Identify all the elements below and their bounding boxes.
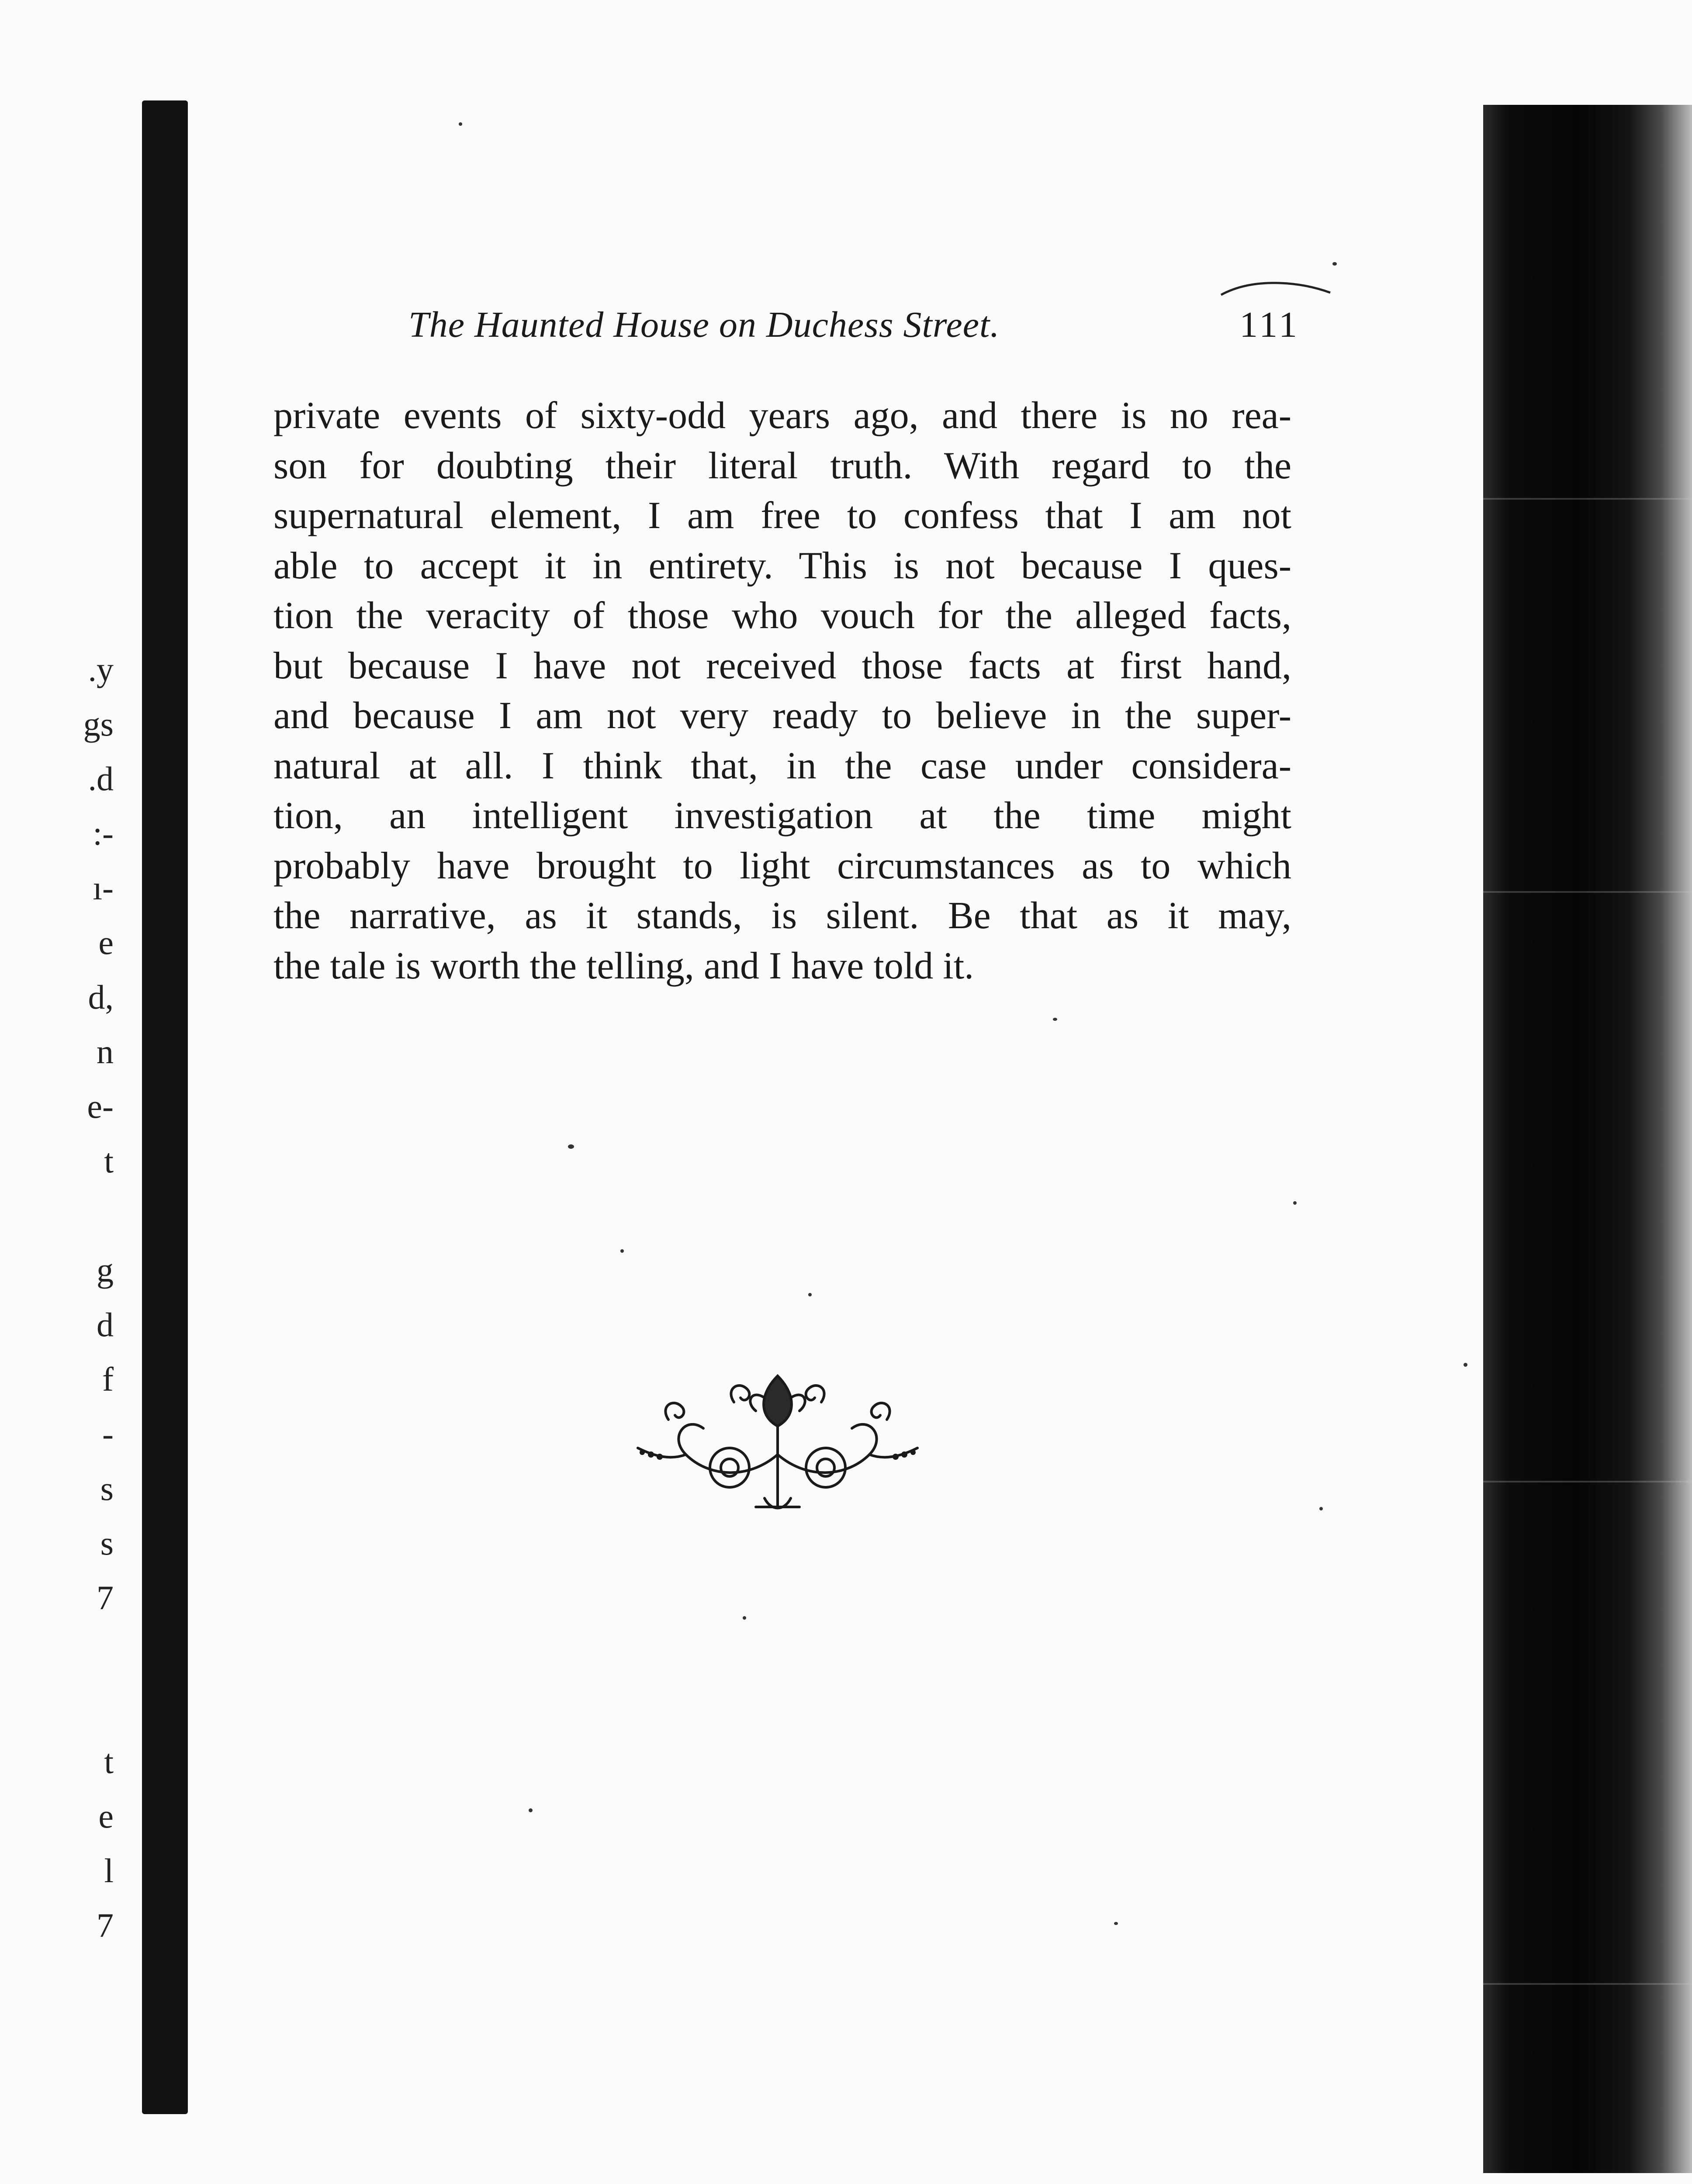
scan-speck (1332, 262, 1337, 266)
scan-speck (1293, 1201, 1297, 1205)
facing-page-char: t (104, 1142, 114, 1180)
facing-page-char: s (100, 1524, 114, 1562)
scan-speck (568, 1144, 574, 1149)
facing-page-char: d, (88, 978, 114, 1016)
text-line: supernatural element, I am free to confess that I am not (273, 494, 1291, 537)
facing-page-char: ı- (93, 869, 114, 907)
page-number: 111 (1239, 304, 1300, 345)
text-line: but because I have not received those facts at first hand, (273, 644, 1291, 687)
facing-page-char: 7 (97, 1906, 114, 1944)
facing-page-char: - (102, 1415, 114, 1453)
facing-page-char: .d (88, 760, 114, 798)
page-edge-shadow (1483, 105, 1692, 2173)
text-line: private events of sixty-odd years ago, and there is no rea- (273, 394, 1291, 437)
facing-page-char (26, 1625, 114, 1679)
facing-page-char: l (104, 1852, 114, 1890)
facing-page-char: e (98, 1797, 114, 1835)
facing-page-char: d (97, 1306, 114, 1344)
text-line: probably have brought to light circumstances as to which (273, 844, 1291, 887)
text-line: the tale is worth the telling, and I have told it. (273, 944, 974, 987)
running-title: The Haunted House on Duchess Street. (408, 304, 1000, 345)
facing-page-char: e- (87, 1087, 114, 1125)
scan-speck (1464, 1363, 1467, 1367)
scan-speck (1319, 1507, 1323, 1510)
scan-speck (808, 1293, 812, 1296)
facing-page-margin-text (26, 642, 114, 1952)
facing-page-char: t (104, 1742, 114, 1780)
binding-shadow (142, 100, 188, 2114)
text-line: son for doubting their literal truth. With regard to the (273, 444, 1291, 487)
text-line: able to accept it in entirety. This is not because I ques- (273, 544, 1291, 587)
facing-page-char: gs (83, 705, 114, 743)
scan-speck (459, 122, 462, 126)
text-line: tion, an intelligent investigation at the time might (273, 795, 1291, 837)
facing-page-char (26, 1188, 114, 1243)
text-line: and because I am not very ready to believe in the super- (273, 695, 1291, 737)
facing-page-char: g (97, 1251, 114, 1289)
text-line: tion the veracity of those who vouch for the alleged facts, (273, 594, 1291, 637)
header-rule-mark (1219, 280, 1332, 297)
scan-speck (1114, 1922, 1118, 1925)
scan-speck (1053, 1018, 1057, 1021)
scan-speck (620, 1249, 624, 1253)
scan-speck (529, 1808, 533, 1812)
scan-speck (743, 1616, 746, 1620)
floral-tailpiece-icon (633, 1367, 922, 1516)
text-line: natural at all. I think that, in the case under considera- (273, 744, 1291, 787)
body-paragraph (273, 391, 1291, 991)
facing-page-char: f (102, 1360, 114, 1398)
running-header (408, 304, 1300, 352)
facing-page-char: .y (88, 650, 114, 688)
facing-page-char: s (100, 1469, 114, 1507)
text-line: the narrative, as it stands, is silent. Be that as it may, (273, 895, 1291, 937)
facing-page-char: e (98, 923, 114, 961)
facing-page-char: n (97, 1033, 114, 1071)
facing-page-char (26, 1679, 114, 1734)
facing-page-char: :- (93, 814, 114, 852)
facing-page-char: 7 (97, 1579, 114, 1617)
